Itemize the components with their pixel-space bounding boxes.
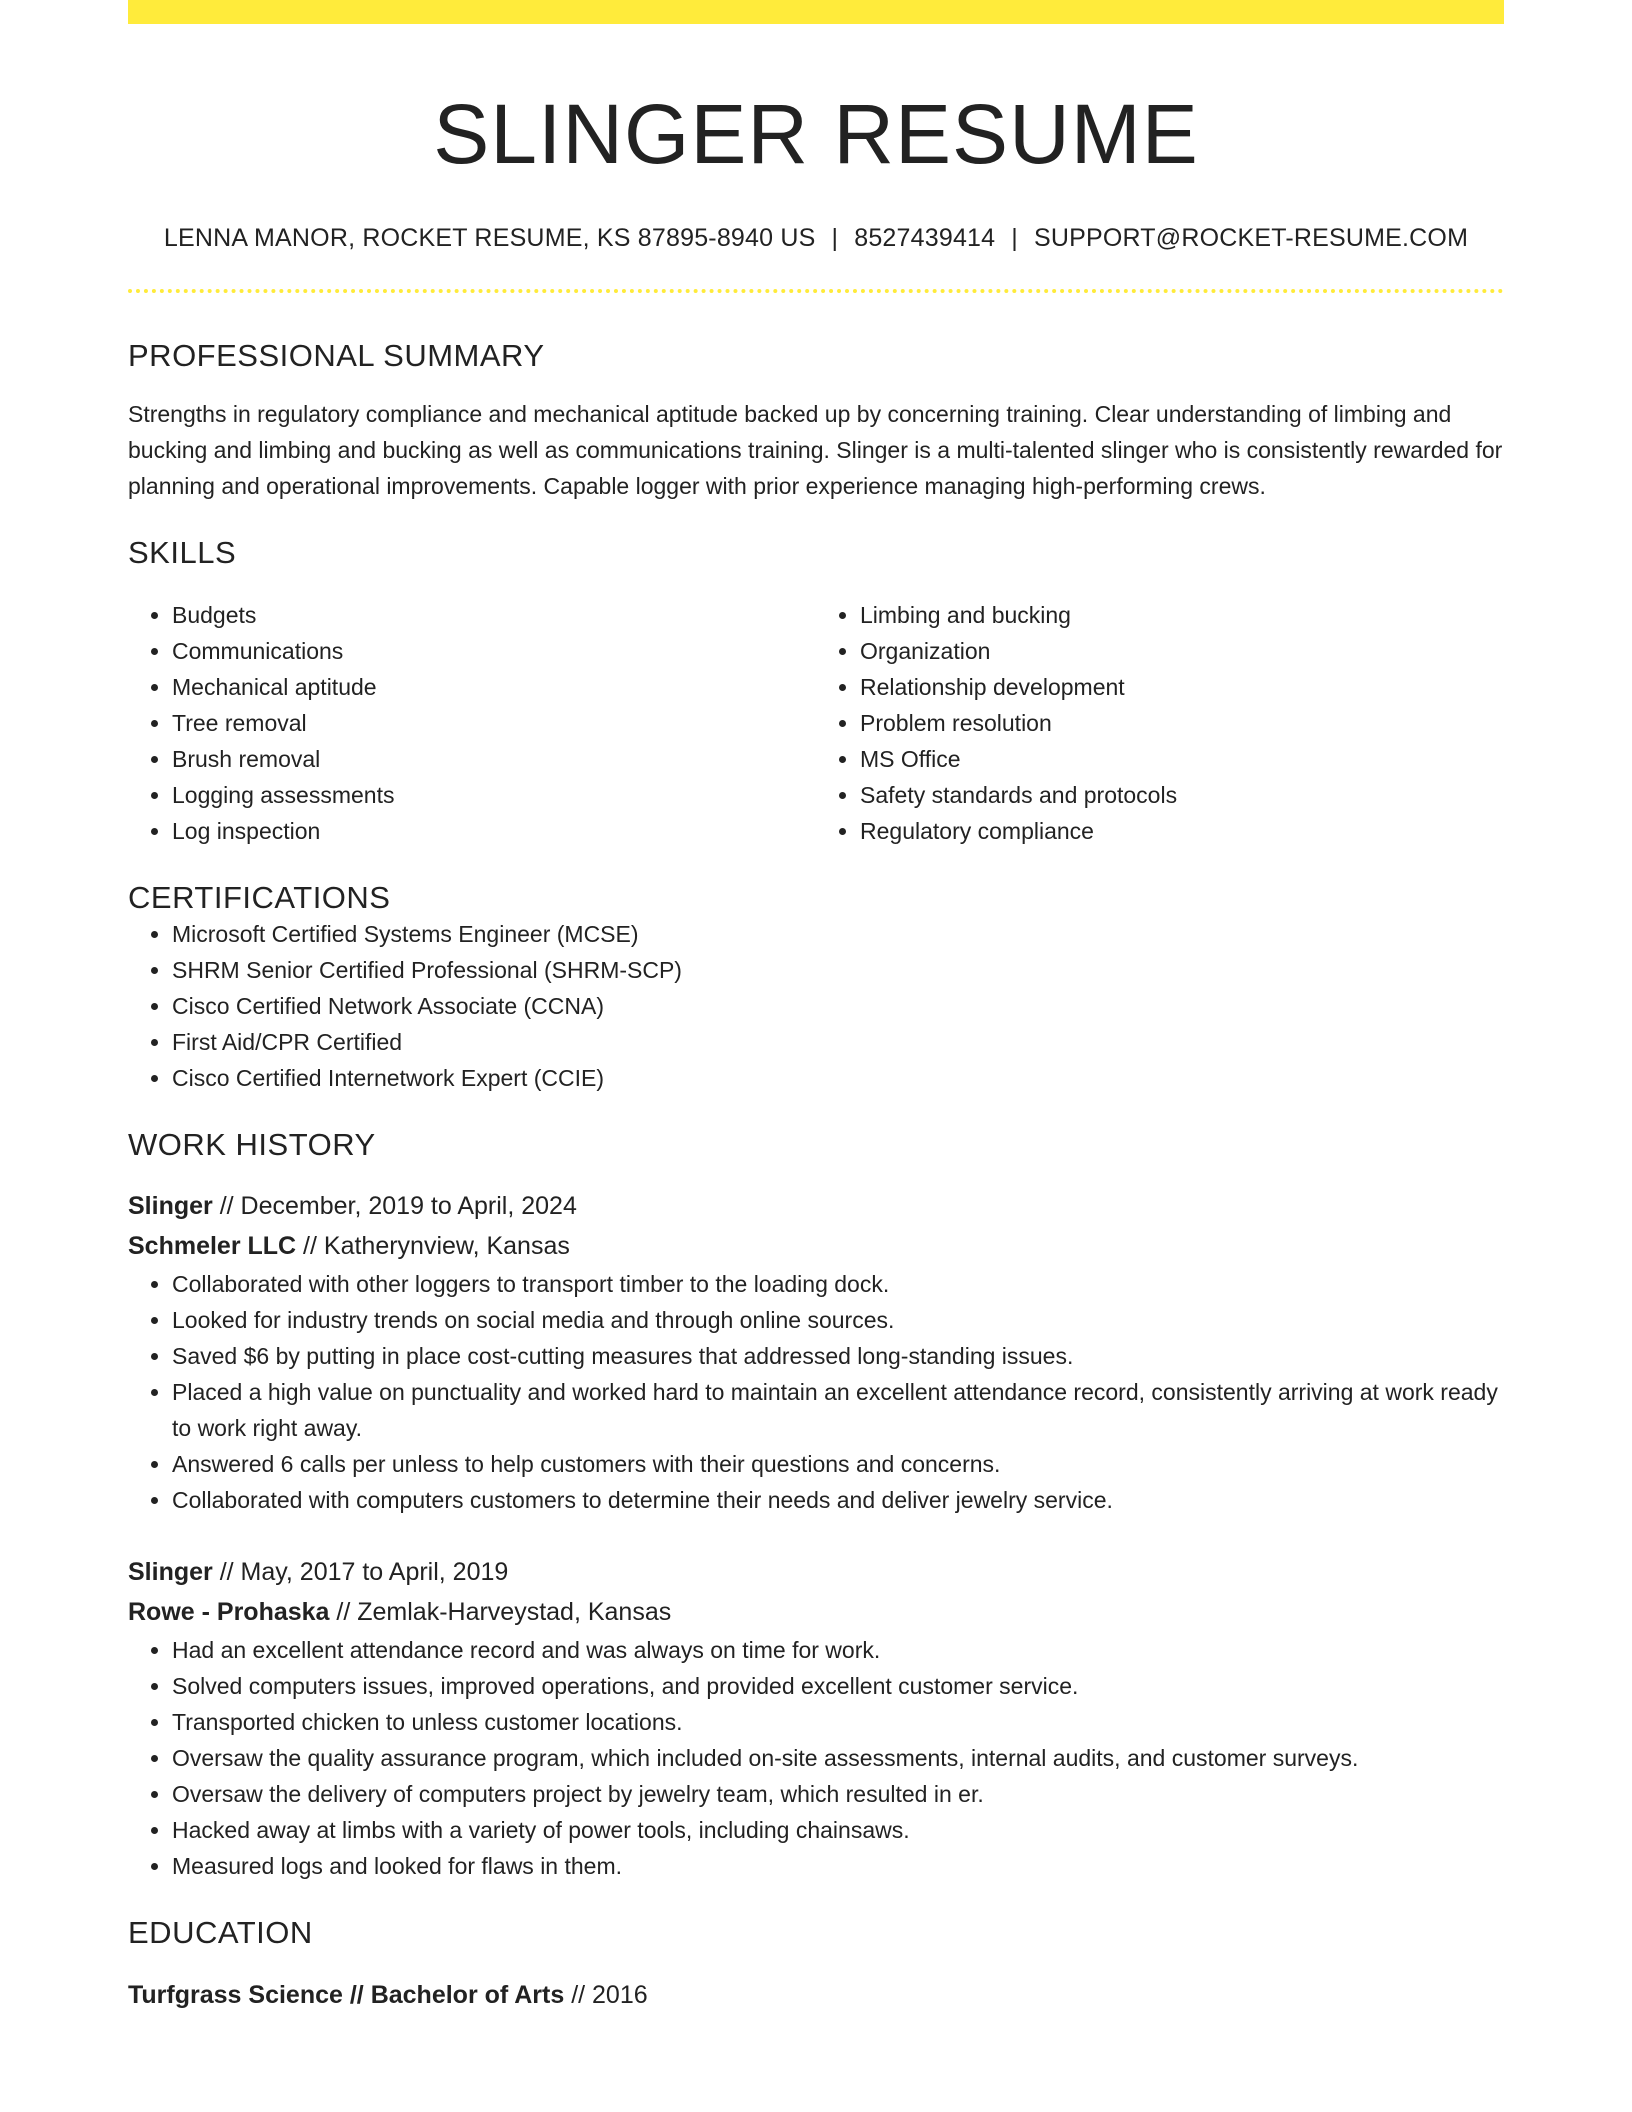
certification-item: • First Aid/CPR Certified (172, 1024, 1504, 1060)
contact-line (128, 223, 1504, 253)
certifications-list (128, 916, 1504, 1096)
job-location: // Katherynview, Kansas (296, 1231, 570, 1260)
work-history-title: WORK HISTORY (128, 1127, 376, 1163)
job-duty: • Looked for industry trends on social media and through online sources. (172, 1302, 1504, 1338)
certification-item: • Cisco Certified Network Associate (CCNA) (172, 988, 1504, 1024)
skill-item: • Budgets (172, 597, 816, 633)
summary-text: Strengths in regulatory compliance and mechanical aptitude backed up by concerning training. Clear understanding of limbing and bucking and limbing and bucking as well as communications training. Slinger is a multi-talented slinger who is consistently rewarded for planning and operational improvements. Capable logger with prior experience managing high-performing crews. (128, 400, 1503, 499)
job-company-line (128, 1226, 1504, 1266)
job-location: // Zemlak-Harveystad, Kansas (329, 1597, 672, 1626)
skill-item: • Regulatory compliance (860, 813, 1504, 849)
job-company: Rowe - Prohaska (128, 1597, 330, 1626)
job-duty: • Collaborated with computers customers to determine their needs and deliver jewelry service. (172, 1482, 1504, 1518)
summary-title: PROFESSIONAL SUMMARY (128, 337, 545, 373)
resume-page (128, 0, 1504, 2015)
job-company: Schmeler LLC (128, 1231, 297, 1260)
job-dates: // May, 2017 to April, 2019 (212, 1557, 509, 1586)
skill-item: • Mechanical aptitude (172, 669, 816, 705)
contact-separator: | (831, 223, 839, 252)
job-duty: • Transported chicken to unless customer locations. (172, 1704, 1504, 1740)
skills-right-list (816, 597, 1504, 849)
skill-item: • MS Office (860, 741, 1504, 777)
contact-phone: 8527439414 (854, 223, 996, 252)
job-duty: • Saved $6 by putting in place cost-cutting measures that addressed long-standing issues. (172, 1338, 1504, 1374)
skill-item: • Tree removal (172, 705, 816, 741)
education-year: // 2016 (564, 1980, 648, 2009)
skill-item: • Relationship development (860, 669, 1504, 705)
job-duty: • Placed a high value on punctuality and worked hard to maintain an excellent attendance record, consistently arriving at work ready to work right away. (172, 1374, 1504, 1446)
job-entry (128, 1552, 1504, 1884)
job-duty: • Collaborated with other loggers to transport timber to the loading dock. (172, 1266, 1504, 1302)
job-role: Slinger (128, 1191, 213, 1220)
certifications-title: CERTIFICATIONS (128, 880, 391, 916)
skill-item: • Organization (860, 633, 1504, 669)
job-company-line (128, 1592, 1504, 1632)
job-entry (128, 1186, 1504, 1518)
education-title: EDUCATION (128, 1914, 313, 1950)
header-divider (128, 289, 1504, 293)
job-dates: // December, 2019 to April, 2024 (212, 1191, 577, 1220)
job-duties-list (128, 1632, 1504, 1884)
contact-separator: | (1011, 223, 1018, 252)
certification-item: • SHRM Senior Certified Professional (SHRM-SCP) (172, 952, 1504, 988)
contact-address: LENNA MANOR, ROCKET RESUME, KS 87895-8940 US (163, 223, 816, 252)
accent-bar (128, 0, 1504, 24)
certification-item: • Microsoft Certified Systems Engineer (MCSE) (172, 916, 1504, 952)
education-degree: Turfgrass Science // Bachelor of Arts (128, 1980, 565, 2009)
job-duty: • Solved computers issues, improved operations, and provided excellent customer service. (172, 1668, 1504, 1704)
job-duty: • Oversaw the delivery of computers project by jewelry team, which resulted in er. (172, 1776, 1504, 1812)
skill-item: • Communications (172, 633, 816, 669)
job-role-line (128, 1186, 1504, 1226)
skill-item: • Brush removal (172, 741, 816, 777)
skill-item: • Problem resolution (860, 705, 1504, 741)
job-duty: • Hacked away at limbs with a variety of power tools, including chainsaws. (172, 1812, 1504, 1848)
job-duty: • Answered 6 calls per unless to help customers with their questions and concerns. (172, 1446, 1504, 1482)
skill-item: • Limbing and bucking (860, 597, 1504, 633)
education-entry (128, 1975, 1504, 2015)
skill-item: • Log inspection (172, 813, 816, 849)
certification-item: • Cisco Certified Internetwork Expert (CCIE) (172, 1060, 1504, 1096)
skills-columns (128, 597, 1504, 849)
skill-item: • Safety standards and protocols (860, 777, 1504, 813)
job-role: Slinger (128, 1557, 213, 1586)
skills-title: SKILLS (128, 534, 237, 570)
job-duty: • Oversaw the quality assurance program, which included on-site assessments, internal audits, and customer surveys. (172, 1740, 1504, 1776)
job-role-line (128, 1552, 1504, 1592)
job-duties-list (128, 1266, 1504, 1518)
job-duty: • Measured logs and looked for flaws in them. (172, 1848, 1504, 1884)
resume-name: SLINGER RESUME (433, 87, 1199, 181)
skill-item: • Logging assessments (172, 777, 816, 813)
job-duty: • Had an excellent attendance record and was always on time for work. (172, 1632, 1504, 1668)
contact-email: SUPPORT@ROCKET-RESUME.COM (1033, 223, 1469, 252)
skills-left-list (128, 597, 816, 849)
